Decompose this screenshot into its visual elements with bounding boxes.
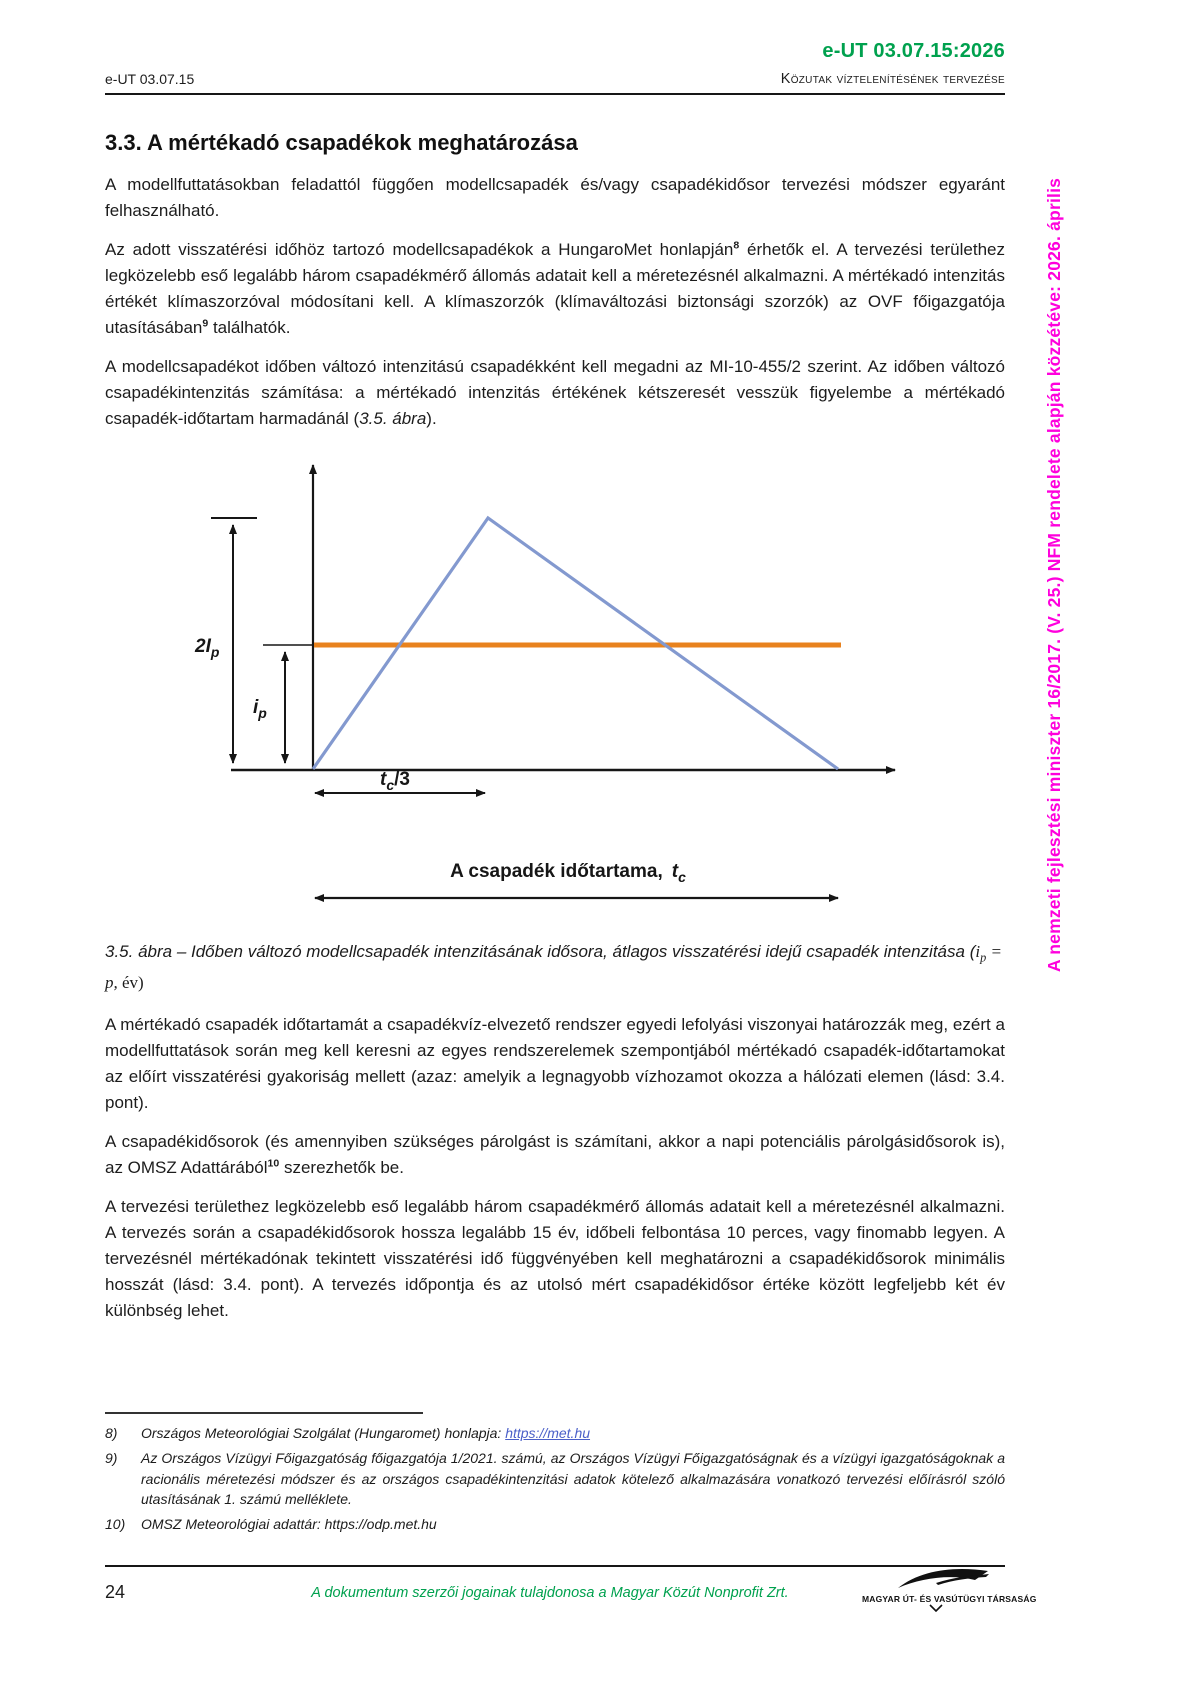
text-segment: p <box>980 950 987 965</box>
page-number: 24 <box>105 1582 126 1602</box>
label-ip: $i_p$ <box>253 697 267 721</box>
label-2ip: $2I_p$ <box>195 636 220 660</box>
paragraph-3 <box>105 354 1005 432</box>
page-header <box>105 71 1005 87</box>
main-content <box>105 130 1005 1337</box>
footnote-separator <box>105 1412 423 1414</box>
standard-number-badge: e-UT 03.07.15:2026 <box>822 40 1005 62</box>
footnote-number: 9) <box>105 1450 118 1467</box>
text-segment: A mértékadó csapadék időtartamát a csapadékvíz-elvezető rendszer egyedi lefolyási viszonyai határozzák meg, ezért a modellfuttatások során meg kell keresni az egyes rendszerelemek szempontjából mértékadó csapadék-időtartamokat az előírt visszatérési gyakoriság mellett (azaz: amelyik a legnagyobb vízhozamot okozza a hálózati elemen (lásd: 3.4. pont). <box>105 1015 1005 1113</box>
footnotes-section <box>105 1412 1005 1539</box>
checkmark-icon <box>929 1604 943 1612</box>
footnote-number: 10) <box>105 1516 126 1533</box>
text-segment: A csapadékidősorok (és amennyiben szükséges párolgást is számítani, akkor a napi potenciális párolgásidősorok is), az OMSZ Adattárából <box>105 1132 1005 1178</box>
text-segment: A tervezési területhez legközelebb eső legalább három csapadékmérő állomás adatait kell a méretezésnél alkalmazni. A tervezés során a csapadékidősorok hossza legalább 15 év, időbeli felbontása 10 perces, vagy finomabb legyen. A tervezésnél mértékadónak tekintett visszatérési idő függvényében kell meghatározni a csapadékidősorok minimális hosszát (lásd: 3.4. pont). A tervezés időpontja és az utolsó mért csapadékidősor értéke között legfeljebb két év különbség lehet. <box>105 1197 1005 1321</box>
paragraph-5 <box>105 1129 1005 1181</box>
text-segment: találhatók. <box>208 318 291 337</box>
footnote-number: 8) <box>105 1425 118 1441</box>
text-segment: érhetők el. A tervezési területhez legközelebb eső legalább három csapadékmérő állomás adatait kell a méretezésnél alkalmazni. A mértékadó intenzitás értékét klímaszorzóval módosítani kell. A klímaszorzók (klímaváltozási biztonsági szorzók) az OVF főigazgatója utasításában <box>105 240 1005 337</box>
hyetograph-svg <box>183 445 923 915</box>
publication-side-note: A nemzeti fejlesztési miniszter 16/2017. (V. 25.) NFM rendelete alapján közzétéve: 2026. április <box>1044 177 1064 972</box>
header-doc-code: e-UT 03.07.15 <box>105 71 195 87</box>
road-swoosh-icon <box>876 1566 996 1596</box>
footnote-text <box>141 1423 1005 1443</box>
figure-caption <box>105 939 1005 996</box>
text-segment: A modellcsapadékot időben változó intenzitású csapadékként kell megadni az MI-10-455/2 szerint. Az időben változó csapadékintenzitás számítása: a mértékadó intenzitás értékének kétszeresét vesszük figyelembe a mértékadó csapadék-időtartam harmadánál ( <box>105 357 1005 428</box>
header-rule <box>105 93 1005 95</box>
society-logo <box>862 1566 1037 1610</box>
paragraph-6 <box>105 1194 1005 1324</box>
text-segment: szerezhetők be. <box>279 1158 404 1178</box>
hyetograph-figure <box>183 445 923 915</box>
paragraph-2 <box>105 237 1005 341</box>
text-segment: 3.5. ábra – Időben változó modellcsapadék intenzitásának idősora, átlagos visszatérési idejű csapadék intenzitása ( <box>105 942 976 961</box>
footnote-ref: 10 <box>267 1157 280 1170</box>
text-segment: 3.5. ábra <box>359 409 427 428</box>
footnote <box>105 1423 1005 1443</box>
footnote-text <box>141 1514 1005 1534</box>
text-segment: Országos Meteorológiai Szolgálat (Hungaromet) honlapja: <box>141 1425 506 1441</box>
text-segment: Az adott visszatérési időhöz tartozó modellcsapadékok a HungaroMet honlapján <box>105 240 734 259</box>
text-segment: év) <box>117 973 144 993</box>
label-duration: A csapadék időtartama, $t_c$ <box>450 861 686 885</box>
copyright-notice: A dokumentum szerzői jogainak tulajdonosa a Magyar Közút Nonprofit Zrt. <box>311 1585 789 1601</box>
text-segment: Az Országos Vízügyi Főigazgatóság főigazgatója 1/2021. számú, az Országos Vízügyi Főigazgatóságnak és a vízügyi igazgatóságoknak a racionális méretezési módszer és az országos csapadékintenzitási adatok kötelező alkalmazására vonatkozó tervezési előírásról szóló utasításának 1. számú melléklete. <box>141 1450 1005 1507</box>
footnote <box>105 1514 1005 1534</box>
footnote <box>105 1448 1005 1509</box>
text-segment: ). <box>426 409 437 428</box>
paragraph-4 <box>105 1012 1005 1116</box>
footnote-text <box>141 1448 1005 1509</box>
text-segment: A modellfuttatásokban feladattól függően modellcsapadék és/vagy csapadékidősor tervezési módszer egyaránt felhasználható. <box>105 175 1005 220</box>
label-tc3: $t_c/3$ <box>380 769 410 793</box>
footnote-ref: 8 <box>733 239 740 252</box>
footnote-ref: 9 <box>202 317 209 330</box>
paragraph-1 <box>105 172 1005 224</box>
header-doc-title: Közutak víztelenítésének tervezése <box>780 71 1005 87</box>
society-name: MAGYAR ÚT- ÉS VASÚTÜGYI TÁRSASÁG <box>862 1594 1037 1604</box>
text-segment: OMSZ Meteorológiai adattár: https://odp.met.hu <box>141 1516 437 1533</box>
text-segment: i <box>975 942 981 961</box>
section-title: 3.3. A mértékadó csapadékok meghatározása <box>105 130 578 155</box>
text-segment: = p, <box>105 942 1002 993</box>
footnote-link[interactable]: https://met.hu <box>505 1425 591 1441</box>
